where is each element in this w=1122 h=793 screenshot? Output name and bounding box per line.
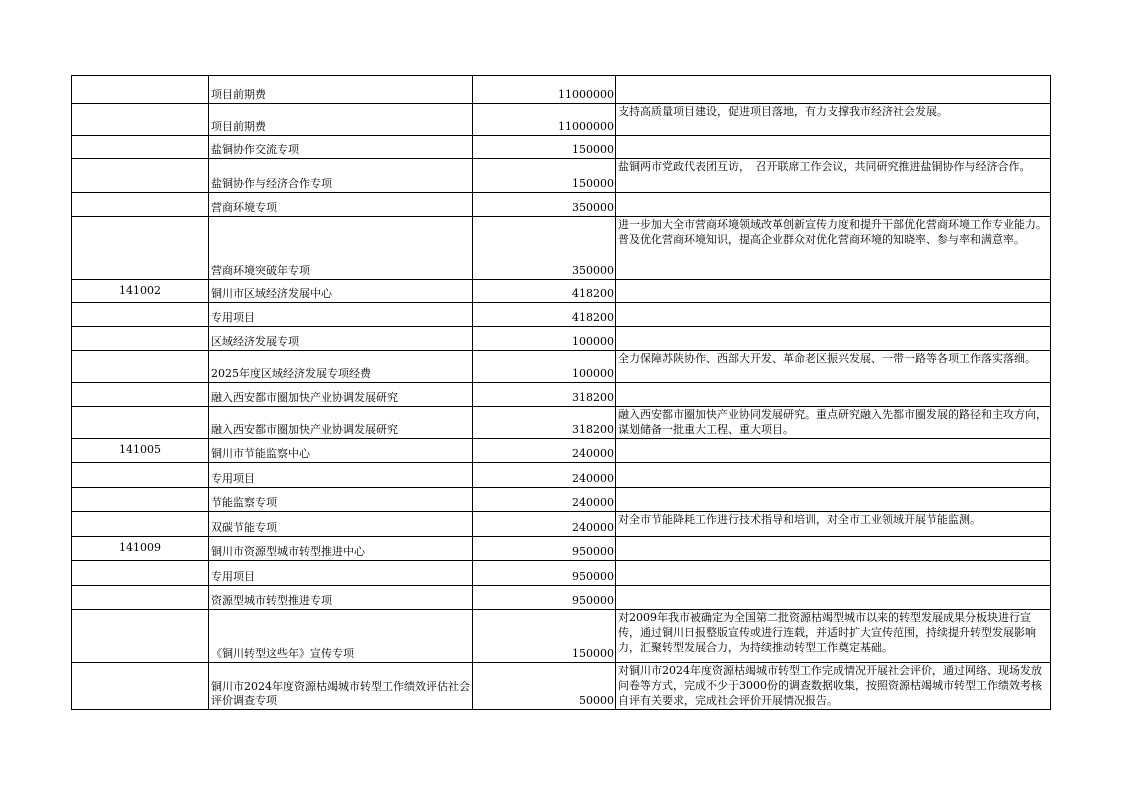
table-row [72,610,1051,663]
amount-cell: 240000 [473,439,616,463]
table-row [72,561,1051,586]
code-cell [72,586,209,610]
item-name-cell: 节能监察专项 [209,488,473,512]
table-row [72,512,1051,537]
table-row [72,407,1051,439]
code-cell [72,488,209,512]
description-cell: 支持高质量项目建设，促进项目落地，有力支撑我市经济社会发展。 [616,104,1051,136]
item-name-cell: 铜川市资源型城市转型推进中心 [209,537,473,561]
amount-cell: 318200 [473,383,616,407]
table-row [72,280,1051,303]
table-row [72,439,1051,463]
amount-cell: 50000 [473,663,616,710]
amount-cell: 318200 [473,407,616,439]
amount-cell: 950000 [473,586,616,610]
item-name-cell: 营商环境突破年专项 [209,217,473,280]
item-name-cell: 项目前期费 [209,76,473,104]
table-row [72,663,1051,710]
description-cell [616,280,1051,303]
amount-cell: 418200 [473,280,616,303]
code-cell [72,104,209,136]
code-cell [72,463,209,488]
item-name-cell: 资源型城市转型推进专项 [209,586,473,610]
description-cell [616,586,1051,610]
description-cell: 对全市节能降耗工作进行技术指导和培训，对全市工业领域开展节能监测。 [616,512,1051,537]
description-cell: 对铜川市2024年度资源枯竭城市转型工作完成情况开展社会评价，通过网络、现场发放问卷等方式，完成不少于3000份的调查数据收集，按照资源枯竭城市转型工作绩效考核自评有关要求，完成社会评价开展情况报告。 [616,663,1051,710]
table-row [72,488,1051,512]
code-cell [72,136,209,159]
amount-cell: 150000 [473,136,616,159]
amount-cell: 150000 [473,159,616,193]
table-row [72,383,1051,407]
code-cell [72,327,209,351]
item-name-cell: 《铜川转型这些年》宣传专项 [209,610,473,663]
table-row [72,136,1051,159]
description-cell: 盐铜两市党政代表团互访， 召开联席工作会议，共同研究推进盐铜协作与经济合作。 [616,159,1051,193]
amount-cell: 11000000 [473,104,616,136]
amount-cell: 950000 [473,561,616,586]
description-cell [616,303,1051,327]
description-cell: 全力保障苏陕协作、西部大开发、革命老区振兴发展、一带一路等各项工作落实落细。 [616,351,1051,383]
item-name-cell: 项目前期费 [209,104,473,136]
table-row [72,586,1051,610]
item-name-cell: 2025年度区域经济发展专项经费 [209,351,473,383]
amount-cell: 100000 [473,351,616,383]
amount-cell: 11000000 [473,76,616,104]
code-cell [72,610,209,663]
item-name-cell: 融入西安都市圈加快产业协调发展研究 [209,383,473,407]
description-cell [616,488,1051,512]
description-cell [616,136,1051,159]
amount-cell: 100000 [473,327,616,351]
code-cell [72,159,209,193]
budget-table [71,75,1051,710]
item-name-cell: 专用项目 [209,463,473,488]
code-cell: 141002 [72,280,209,303]
code-cell: 141009 [72,537,209,561]
amount-cell: 150000 [473,610,616,663]
amount-cell: 350000 [473,217,616,280]
table-row [72,76,1051,104]
code-cell [72,193,209,217]
table-row [72,351,1051,383]
table-row [72,159,1051,193]
code-cell [72,383,209,407]
item-name-cell: 铜川市2024年度资源枯竭城市转型工作绩效评估社会评价调查专项 [209,663,473,710]
description-cell: 进一步加大全市营商环境领域改革创新宣传力度和提升干部优化营商环境工作专业能力。普及优化营商环境知识，提高企业群众对优化营商环境的知晓率、参与率和满意率。 [616,217,1051,280]
item-name-cell: 盐铜协作交流专项 [209,136,473,159]
table-row [72,303,1051,327]
amount-cell: 350000 [473,193,616,217]
code-cell: 141005 [72,439,209,463]
item-name-cell: 双碳节能专项 [209,512,473,537]
code-cell [72,663,209,710]
item-name-cell: 营商环境专项 [209,193,473,217]
table-row [72,217,1051,280]
table-row [72,104,1051,136]
item-name-cell: 铜川市区域经济发展中心 [209,280,473,303]
description-cell: 融入西安都市圈加快产业协同发展研究。重点研究融入先都市圈发展的路径和主攻方向，谋划储备一批重大工程、重大项目。 [616,407,1051,439]
description-cell [616,383,1051,407]
description-cell [616,561,1051,586]
item-name-cell: 盐铜协作与经济合作专项 [209,159,473,193]
description-cell [616,537,1051,561]
description-cell [616,193,1051,217]
table-row [72,327,1051,351]
code-cell [72,303,209,327]
description-cell [616,463,1051,488]
table-row [72,463,1051,488]
description-cell: 对2009年我市被确定为全国第二批资源枯竭型城市以来的转型发展成果分板块进行宣传，通过铜川日报整版宣传或进行连载，并适时扩大宣传范围，持续提升转型发展影响力，汇聚转型发展合力，为持续推动转型工作奠定基础。 [616,610,1051,663]
amount-cell: 418200 [473,303,616,327]
description-cell [616,439,1051,463]
item-name-cell: 专用项目 [209,561,473,586]
description-cell [616,76,1051,104]
code-cell [72,76,209,104]
table-row [72,193,1051,217]
item-name-cell: 铜川市节能监察中心 [209,439,473,463]
amount-cell: 950000 [473,537,616,561]
amount-cell: 240000 [473,488,616,512]
amount-cell: 240000 [473,512,616,537]
amount-cell: 240000 [473,463,616,488]
code-cell [72,512,209,537]
description-cell [616,327,1051,351]
item-name-cell: 融入西安都市圈加快产业协调发展研究 [209,407,473,439]
code-cell [72,351,209,383]
code-cell [72,217,209,280]
code-cell [72,561,209,586]
item-name-cell: 专用项目 [209,303,473,327]
code-cell [72,407,209,439]
table-row [72,537,1051,561]
item-name-cell: 区域经济发展专项 [209,327,473,351]
